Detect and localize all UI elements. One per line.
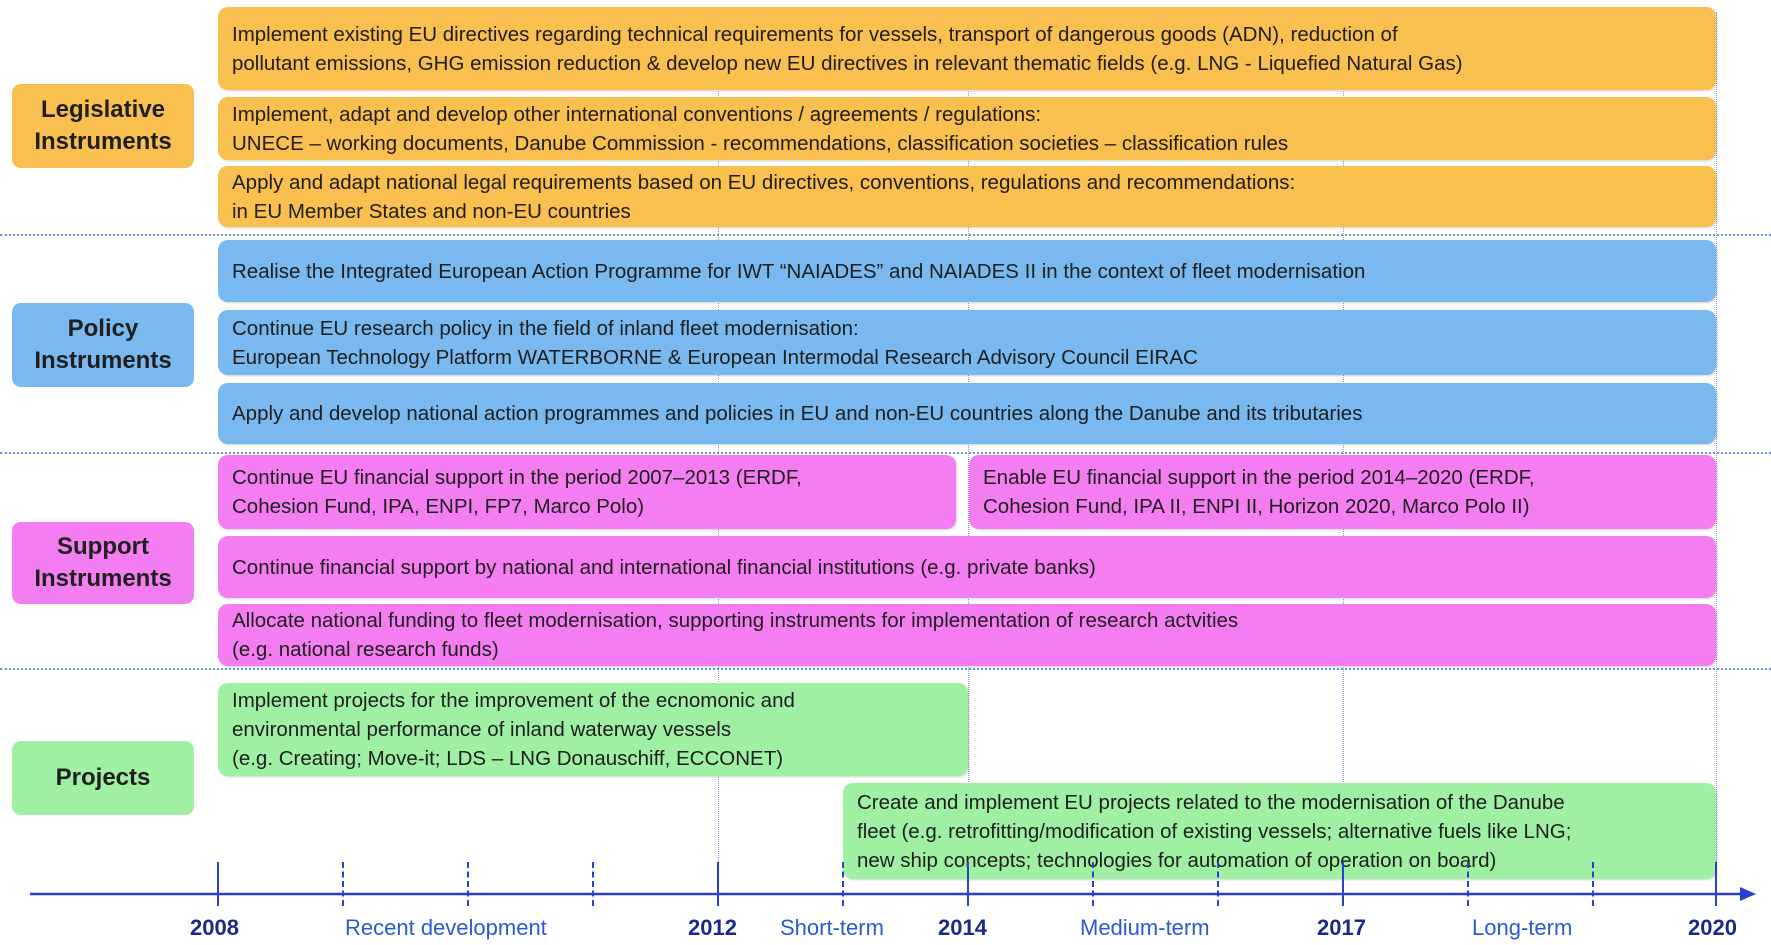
separator-legislative-policy [0,234,1771,236]
separator-support-projects [0,668,1771,670]
tick-2008 [217,862,219,906]
project-box-text: Create and implement EU projects related to the modernisation of the Danube fleet (e.g. retrofitting/modification of existing vessels; alternative fuels like LNG; new ship concepts; technologies for automation of operation on board) [857,790,1572,872]
project-box-text: Implement projects for the improvement of the ecnomonic and environmental performance of inland waterway vessels (e.g. Creating; Move-it; LDS – LNG Donauschiff, ECCONET) [232,689,795,770]
legislative-box-eu-directives [218,7,1716,90]
support-box-text: Continue EU financial support in the period 2007–2013 (ERDF, Cohesion Fund, IPA, ENPI, FP7, Marco Polo) [232,466,802,518]
tick-2014 [967,862,969,906]
tick-2020 [1715,862,1717,906]
support-box-text: Continue financial support by national and international financial institutions (e.g. private banks) [232,555,1096,579]
support-box-text: Enable EU financial support in the period 2014–2020 (ERDF, Cohesion Fund, IPA II, ENPI II, Horizon 2020, Marco Polo II) [983,466,1535,518]
category-legislative: Legislative Instruments [12,84,194,168]
tick-minor [592,862,594,906]
year-label-2012: 2012 [688,915,737,940]
policy-box-research [218,310,1716,375]
support-box-institutions [218,536,1716,598]
policy-box-naiades [218,240,1716,302]
tick-2017 [1342,862,1344,906]
project-box-eu-danube [843,783,1716,879]
period-label-long: Long-term [1472,915,1573,940]
tick-minor [1592,862,1594,906]
separator-policy-support [0,452,1771,454]
policy-box-text: Apply and develop national action programmes and policies in EU and non-EU countries along the Danube and its tributaries [232,402,1363,425]
project-box-performance [218,683,968,776]
legislative-box-international [218,97,1716,160]
year-label-2008: 2008 [190,915,239,940]
year-label-2020: 2020 [1688,915,1737,940]
legislative-box-text: Implement existing EU directives regarding technical requirements for vessels, transport of dangerous goods (ADN), reduction of pollutant emissions, GHG emission reduction & develop new EU directives in relevant thematic fields (e.g. LNG - Liquefied Natural Gas) [232,22,1463,75]
category-support: Support Instruments [12,522,194,604]
support-box-2014-2020 [969,455,1716,529]
guide-2020 [1716,12,1717,880]
axis-arrow-icon [1740,887,1756,901]
legislative-box-text: Apply and adapt national legal requirements based on EU directives, conventions, regulations and recommendations: in EU Member States and non-EU countries [232,170,1296,223]
period-label-medium: Medium-term [1080,915,1210,940]
period-label-short: Short-term [780,915,884,940]
tick-minor [467,862,469,906]
period-label-recent: Recent development [345,915,547,940]
tick-2012 [717,862,719,906]
tick-minor [342,862,344,906]
legislative-box-text: Implement, adapt and develop other international conventions / agreements / regulations: UNECE – working documents, Danube Commission - recommendations, classification societies – classification rules [232,102,1289,155]
policy-box-text: Continue EU research policy in the field of inland fleet modernisation: European Technology Platform WATERBORNE & European Intermodal Research Advisory Council EIRAC [232,316,1198,369]
year-label-2017: 2017 [1317,915,1366,940]
policy-box-text: Realise the Integrated European Action Programme for IWT “NAIADES” and NAIADES II in the context of fleet modernisation [232,259,1366,283]
support-box-2007-2013 [218,455,956,529]
category-policy: Policy Instruments [12,303,194,387]
policy-box-national [218,383,1716,444]
tick-minor [1467,862,1469,906]
support-box-text: Allocate national funding to fleet modernisation, supporting instruments for implementation of research actvities (e.g. national research funds) [232,609,1239,661]
support-box-national-funding [218,604,1716,666]
category-projects: Projects [12,741,194,815]
tick-minor [1092,862,1094,906]
timeline-axis [0,880,1771,910]
tick-minor [842,862,844,906]
tick-minor [1217,862,1219,906]
year-label-2014: 2014 [938,915,987,940]
legislative-box-national [218,166,1716,227]
